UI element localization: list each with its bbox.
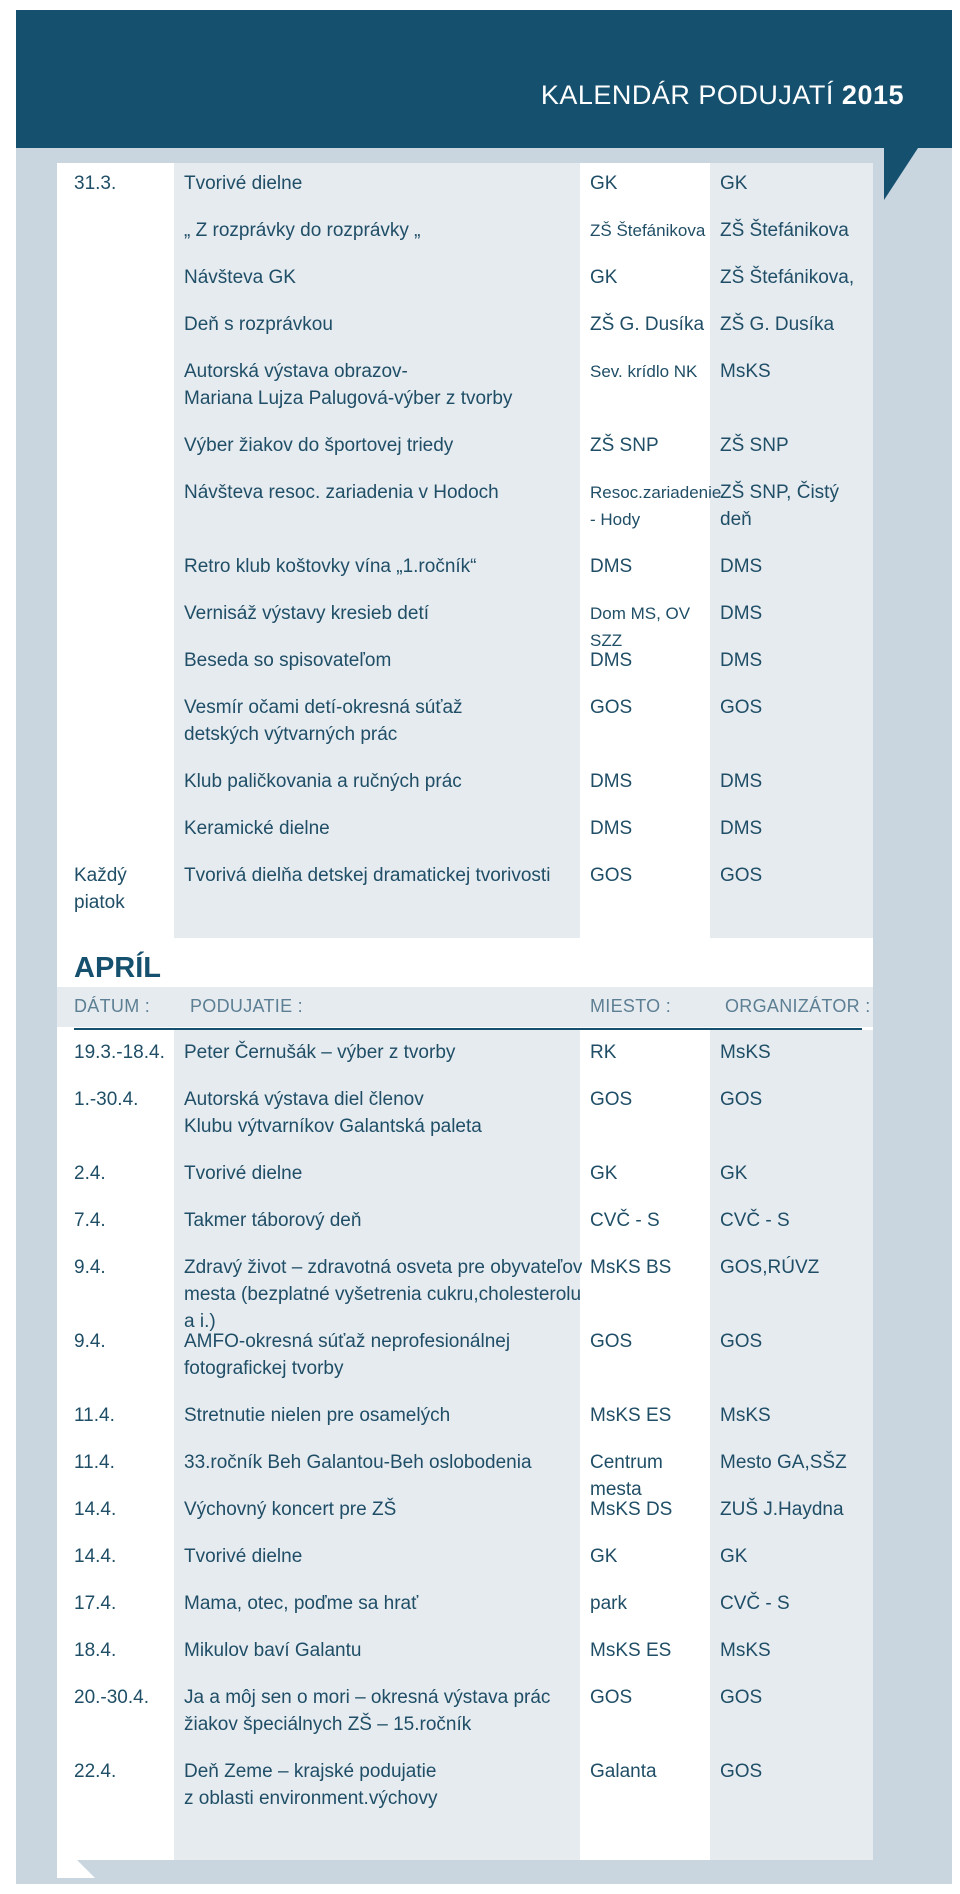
cell-place xyxy=(590,600,718,654)
cell-place-text: GOS xyxy=(590,697,633,718)
cell-event xyxy=(184,1254,584,1335)
cell-date xyxy=(74,1207,174,1234)
cell-event xyxy=(184,553,584,580)
cell-place xyxy=(590,1160,718,1187)
cell-date-text: 2.4. xyxy=(74,1163,106,1184)
cell-place xyxy=(590,1254,718,1281)
cell-organizer-text: Mesto GA,SŠZ xyxy=(720,1452,847,1473)
cell-event xyxy=(184,1637,584,1664)
cell-organizer-text: GK xyxy=(720,173,748,194)
cell-date xyxy=(74,1543,174,1570)
cell-date-text: 22.4. xyxy=(74,1761,117,1782)
cell-date-text: 31.3. xyxy=(74,173,117,194)
cell-event-text: Mikulov baví Galantu xyxy=(184,1640,362,1661)
cell-place-text: ZŠ Štefánikova xyxy=(590,221,706,240)
cell-event-text: Klub paličkovania a ručných prác xyxy=(184,771,462,792)
cell-place xyxy=(590,1758,718,1785)
cell-place-text: GK xyxy=(590,1163,618,1184)
cell-event-text: Beseda so spisovateľom xyxy=(184,650,392,671)
cell-organizer-text: ZŠ G. Dusíka xyxy=(720,314,835,335)
cell-place-text: GOS xyxy=(590,1089,633,1110)
cell-organizer xyxy=(720,432,870,459)
cell-organizer xyxy=(720,1758,870,1785)
cell-event-text: Výber žiakov do športovej triedy xyxy=(184,435,454,456)
cell-event-text: AMFO-okresná súťaž neprofesionálnej xyxy=(184,1331,511,1352)
cell-place-text: ZŠ G. Dusíka xyxy=(590,314,705,335)
cell-place-text: Resoc.zariadenie xyxy=(590,483,722,502)
cell-event-text: Ja a môj sen o mori – okresná výstava prác xyxy=(184,1687,551,1708)
cell-event xyxy=(184,1328,584,1382)
cell-event xyxy=(184,170,584,197)
cell-date xyxy=(74,1496,174,1523)
organizer-column-shade-april xyxy=(710,1030,873,1860)
cell-place xyxy=(590,1637,718,1664)
cell-date xyxy=(74,170,174,197)
cell-date xyxy=(74,1086,174,1113)
cell-event-text: Autorská výstava obrazov- xyxy=(184,361,408,382)
bottom-corner-fold xyxy=(57,1840,95,1878)
cell-event xyxy=(184,600,584,627)
cell-organizer xyxy=(720,358,870,385)
col-header-place: MIESTO : xyxy=(590,996,672,1016)
cell-event-text: Peter Černušák – výber z tvorby xyxy=(184,1042,456,1063)
cell-place xyxy=(590,1328,718,1355)
cell-date-text: 14.4. xyxy=(74,1546,117,1567)
cell-event-text: „ Z rozprávky do rozprávky „ xyxy=(184,220,421,241)
cell-place xyxy=(590,264,718,291)
cell-date xyxy=(74,1402,174,1429)
cell-organizer xyxy=(720,1160,870,1187)
cell-place-text: MsKS ES xyxy=(590,1405,672,1426)
cell-place-text: Centrum mesta xyxy=(590,1452,663,1500)
col-header-organizer: ORGANIZÁTOR : xyxy=(725,996,871,1016)
header-banner xyxy=(16,10,952,148)
cell-organizer xyxy=(720,1402,870,1429)
cell-event xyxy=(184,1402,584,1429)
cell-organizer-text: ZŠ SNP, Čistý deň xyxy=(720,482,839,530)
cell-place xyxy=(590,862,718,889)
cell-place xyxy=(590,479,722,533)
cell-event-text: Návšteva GK xyxy=(184,267,296,288)
cell-organizer-text: CVČ - S xyxy=(720,1593,790,1614)
cell-organizer xyxy=(720,1039,870,1066)
cell-place-text: DMS xyxy=(590,818,633,839)
cell-place-text: GOS xyxy=(590,1687,633,1708)
cell-date xyxy=(74,1328,174,1355)
cell-organizer-text: ZŠ Štefánikova xyxy=(720,220,849,241)
cell-place-text: DMS xyxy=(590,556,633,577)
cell-organizer-text: GOS xyxy=(720,1687,763,1708)
cell-organizer-text: GK xyxy=(720,1546,748,1567)
cell-event xyxy=(184,217,584,244)
cell-date-text: 11.4. xyxy=(74,1405,115,1426)
cell-event xyxy=(184,768,584,795)
cell-place xyxy=(590,553,718,580)
cell-event-text-line2: mesta (bezplatné vyšetrenia cukru,cholesterolu a i.) xyxy=(184,1284,582,1332)
cell-place xyxy=(590,170,718,197)
cell-date-text: 19.3.-18.4. xyxy=(74,1042,165,1063)
cell-date-text: Každý piatok xyxy=(74,865,127,913)
cell-event-text: Autorská výstava diel členov xyxy=(184,1089,424,1110)
cell-organizer xyxy=(720,1207,870,1234)
cell-event-text-line2: žiakov špeciálnych ZŠ – 15.ročník xyxy=(184,1714,472,1735)
cell-date-text: 1.-30.4. xyxy=(74,1089,139,1110)
cell-organizer-text: GOS xyxy=(720,697,763,718)
cell-place xyxy=(590,1402,718,1429)
cell-organizer xyxy=(720,1496,870,1523)
cell-date xyxy=(74,1160,174,1187)
cell-organizer-text: MsKS xyxy=(720,1405,771,1426)
cell-place-text: Dom MS, OV SZZ xyxy=(590,604,691,650)
cell-event-text: Zdravý život – zdravotná osveta pre obyvateľov xyxy=(184,1257,583,1278)
cell-place xyxy=(590,1496,718,1523)
cell-place-text-line2: - Hody xyxy=(590,510,641,529)
cell-place-text: GK xyxy=(590,1546,618,1567)
cell-place-text: Sev. krídlo NK xyxy=(590,362,698,381)
cell-event-text: Mama, otec, poďme sa hrať xyxy=(184,1593,419,1614)
page-corner-fold xyxy=(884,148,918,200)
cell-place-text: RK xyxy=(590,1042,617,1063)
cell-place-text: MsKS ES xyxy=(590,1640,672,1661)
cell-organizer-text: DMS xyxy=(720,771,763,792)
cell-organizer-text: DMS xyxy=(720,556,763,577)
cell-event xyxy=(184,1160,584,1187)
cell-date-text: 18.4. xyxy=(74,1640,117,1661)
cell-event xyxy=(184,647,584,674)
cell-organizer xyxy=(720,311,870,338)
cell-date xyxy=(74,1254,174,1281)
cell-place-text: DMS xyxy=(590,771,633,792)
cell-organizer xyxy=(720,170,870,197)
cell-organizer xyxy=(720,1590,870,1617)
cell-place xyxy=(590,1543,718,1570)
cell-event xyxy=(184,862,584,889)
cell-organizer xyxy=(720,768,870,795)
cell-place xyxy=(590,768,718,795)
cell-organizer-text: GOS xyxy=(720,1761,763,1782)
cell-organizer-text: GK xyxy=(720,1163,748,1184)
cell-place xyxy=(590,311,718,338)
cell-date-text: 11.4. xyxy=(74,1452,115,1473)
cell-event-text: 33.ročník Beh Galantou-Beh oslobodenia xyxy=(184,1452,532,1473)
cell-event-text-line2: fotografickej tvorby xyxy=(184,1358,344,1379)
cell-organizer xyxy=(720,862,870,889)
cell-event xyxy=(184,479,584,506)
cell-event-text-line2: z oblasti environment.výchovy xyxy=(184,1788,438,1809)
cell-event xyxy=(184,694,584,748)
cell-organizer xyxy=(720,264,870,291)
cell-date-text: 9.4. xyxy=(74,1257,106,1278)
cell-organizer xyxy=(720,217,870,244)
cell-event-text: Stretnutie nielen pre osamelých xyxy=(184,1405,451,1426)
cell-place-text: ZŠ SNP xyxy=(590,435,659,456)
cell-place xyxy=(590,358,718,385)
cell-event xyxy=(184,1086,584,1140)
cell-organizer xyxy=(720,647,870,674)
cell-date xyxy=(74,1449,174,1476)
cell-place xyxy=(590,1086,718,1113)
month-heading-april: APRÍL xyxy=(74,952,161,984)
cell-place-text: Galanta xyxy=(590,1761,657,1782)
cell-event-text: Návšteva resoc. zariadenia v Hodoch xyxy=(184,482,499,503)
cell-event-text: Deň Zeme – krajské podujatie xyxy=(184,1761,437,1782)
cell-event-text: Takmer táborový deň xyxy=(184,1210,362,1231)
cell-event xyxy=(184,432,584,459)
cell-place xyxy=(590,647,718,674)
cell-event-text: Keramické dielne xyxy=(184,818,330,839)
cell-date xyxy=(74,1758,174,1785)
cell-event-text: Tvorivé dielne xyxy=(184,1546,303,1567)
cell-place-text: GOS xyxy=(590,865,633,886)
cell-place-text: CVČ - S xyxy=(590,1210,660,1231)
cell-organizer-text: MsKS xyxy=(720,361,771,382)
cell-place xyxy=(590,1039,718,1066)
cell-organizer xyxy=(720,1086,870,1113)
cell-date xyxy=(74,862,174,916)
cell-event xyxy=(184,1496,584,1523)
cell-organizer xyxy=(720,1328,870,1355)
cell-event-text: Vesmír očami detí-okresná súťaž xyxy=(184,697,463,718)
cell-event-text: Deň s rozprávkou xyxy=(184,314,333,335)
cell-event xyxy=(184,1590,584,1617)
cell-place-text: park xyxy=(590,1593,627,1614)
cell-organizer-text: GOS xyxy=(720,1089,763,1110)
cell-organizer-text: GOS,RÚVZ xyxy=(720,1257,820,1278)
cell-organizer-text: MsKS xyxy=(720,1042,771,1063)
cell-place-text: MsKS BS xyxy=(590,1257,672,1278)
cell-organizer xyxy=(720,600,870,627)
cell-place xyxy=(590,694,718,721)
cell-organizer xyxy=(720,553,870,580)
cell-organizer-text: DMS xyxy=(720,818,763,839)
cell-event xyxy=(184,264,584,291)
cell-date-text: 14.4. xyxy=(74,1499,117,1520)
cell-event xyxy=(184,358,584,412)
cell-organizer xyxy=(720,815,870,842)
cell-event-text-line2: detských výtvarných prác xyxy=(184,724,398,745)
cell-event xyxy=(184,1039,584,1066)
cell-organizer-text: GOS xyxy=(720,865,763,886)
col-header-event: PODUJATIE : xyxy=(190,996,303,1016)
cell-place xyxy=(590,1684,718,1711)
cell-place-text: GK xyxy=(590,267,618,288)
cell-event xyxy=(184,1684,584,1738)
cell-event-text-line2: Klubu výtvarníkov Galantská paleta xyxy=(184,1116,482,1137)
cell-organizer-text: ZŠ Štefánikova, xyxy=(720,267,855,288)
cell-event-text: Tvorivé dielne xyxy=(184,173,303,194)
cell-organizer xyxy=(720,1543,870,1570)
cell-date xyxy=(74,1637,174,1664)
cell-event xyxy=(184,1207,584,1234)
cell-event-text: Retro klub koštovky vína „1.ročník“ xyxy=(184,556,477,577)
cell-event xyxy=(184,1758,584,1812)
col-header-date: DÁTUM : xyxy=(74,996,151,1016)
cell-event-text: Tvorivé dielne xyxy=(184,1163,303,1184)
cell-event-text: Výchovný koncert pre ZŠ xyxy=(184,1499,397,1520)
cell-organizer xyxy=(720,1684,870,1711)
cell-event xyxy=(184,1543,584,1570)
cell-organizer xyxy=(720,479,870,533)
header-divider xyxy=(74,1028,862,1030)
cell-place-text: MsKS DS xyxy=(590,1499,673,1520)
cell-place xyxy=(590,432,718,459)
cell-place-text: GK xyxy=(590,173,618,194)
cell-organizer-text: ZŠ SNP xyxy=(720,435,789,456)
cell-date xyxy=(74,1590,174,1617)
cell-organizer-text: DMS xyxy=(720,650,763,671)
cell-organizer xyxy=(720,1637,870,1664)
cell-organizer-text: DMS xyxy=(720,603,763,624)
cell-date-text: 9.4. xyxy=(74,1331,106,1352)
cell-event-text: Vernisáž výstavy kresieb detí xyxy=(184,603,429,624)
cell-place-text: DMS xyxy=(590,650,633,671)
cell-date-text: 17.4. xyxy=(74,1593,117,1614)
cell-place xyxy=(590,1590,718,1617)
cell-event xyxy=(184,311,584,338)
cell-date-text: 7.4. xyxy=(74,1210,106,1231)
cell-organizer xyxy=(720,1449,870,1476)
cell-place-text: GOS xyxy=(590,1331,633,1352)
cell-organizer-text: ZUŠ J.Haydna xyxy=(720,1499,844,1520)
page-title: KALENDÁR PODUJATÍ 2015 xyxy=(540,80,904,110)
cell-place xyxy=(590,1207,718,1234)
cell-event-text: Tvorivá dielňa detskej dramatickej tvorivosti xyxy=(184,865,551,886)
cell-organizer-text: CVČ - S xyxy=(720,1210,790,1231)
cell-place xyxy=(590,1449,718,1503)
cell-date xyxy=(74,1684,174,1711)
cell-date-text: 20.-30.4. xyxy=(74,1687,149,1708)
title-year: 2015 xyxy=(841,80,904,110)
cell-organizer xyxy=(720,1254,870,1281)
cell-event xyxy=(184,1449,584,1476)
cell-organizer-text: GOS xyxy=(720,1331,763,1352)
cell-organizer-text: MsKS xyxy=(720,1640,771,1661)
cell-event xyxy=(184,815,584,842)
cell-organizer xyxy=(720,694,870,721)
cell-event-text-line2: Mariana Lujza Palugová-výber z tvorby xyxy=(184,388,513,409)
cell-place xyxy=(590,815,718,842)
cell-place xyxy=(590,217,718,244)
cell-date xyxy=(74,1039,174,1066)
